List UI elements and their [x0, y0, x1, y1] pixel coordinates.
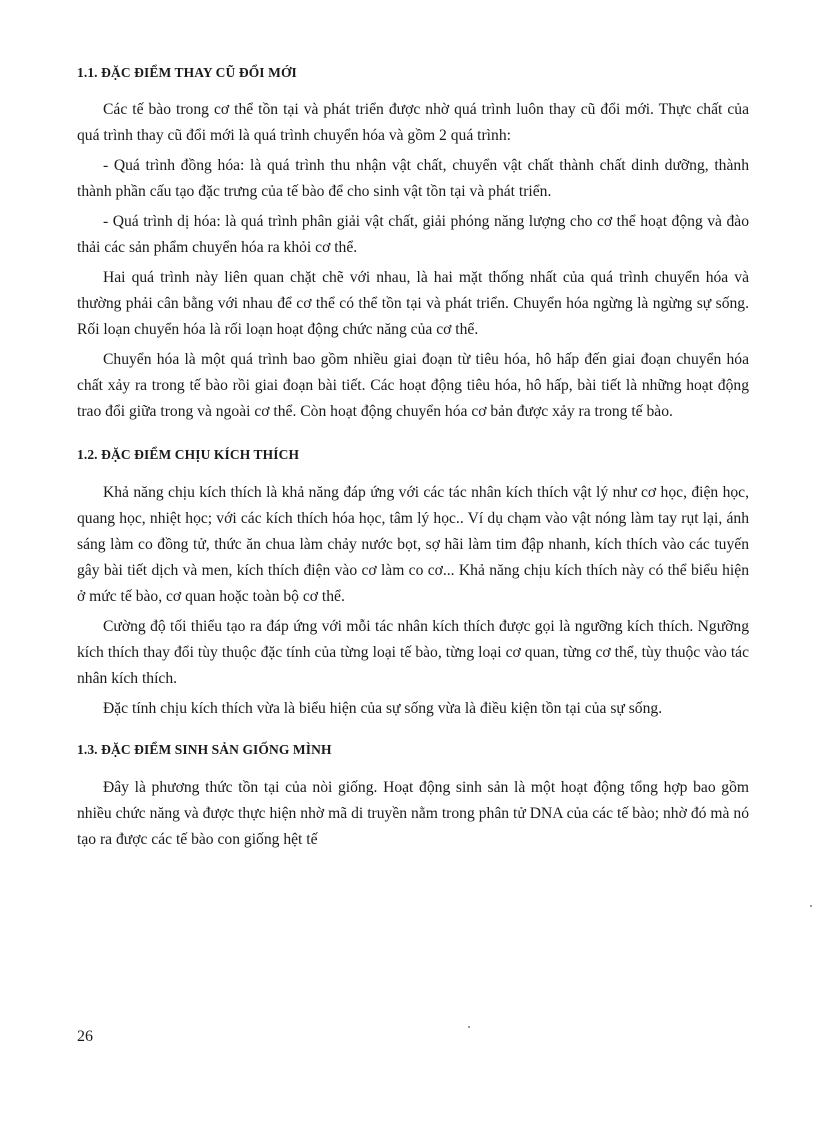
- paragraph: Đặc tính chịu kích thích vừa là biểu hiện của sự sống vừa là điều kiện tồn tại của sự sống.: [103, 700, 663, 717]
- paragraph: Các tế bào trong cơ thể tồn tại và phát triển được nhờ quá trình luôn thay cũ đổi mới. Thực chất của quá trình thay cũ đổi mới là quá trình chuyển hóa và gồm 2 quá trình:: [77, 101, 749, 144]
- section-heading-1-3: 1.3. ĐẶC ĐIỂM SINH SẢN GIỐNG MÌNH: [77, 742, 332, 757]
- scan-speck: [810, 905, 812, 907]
- paragraph: Đây là phương thức tồn tại của nòi giống. Hoạt động sinh sản là một hoạt động tổng hợp bao gồm nhiều chức năng và được thực hiện nhờ mã di truyền nằm trong phân tử DNA của các tế bào; nhờ đó mà nó tạo ra được các tế bào con giống hệt tế: [77, 779, 749, 848]
- section-heading-1-2: 1.2. ĐẶC ĐIỂM CHỊU KÍCH THÍCH: [77, 447, 300, 462]
- paragraph: Cường độ tối thiểu tạo ra đáp ứng với mỗi tác nhân kích thích được gọi là ngưỡng kích thích. Ngưỡng kích thích thay đổi tùy thuộc đặc tính của từng loại tế bào, từng loại cơ quan, từng cơ thể, tùy thuộc vào tác nhân kích thích.: [77, 618, 749, 687]
- paragraph: Khả năng chịu kích thích là khả năng đáp ứng với các tác nhân kích thích vật lý như cơ học, điện học, quang học, nhiệt học; với các kích thích hóa học, tâm lý học.. Ví dụ chạm vào vật nóng làm tay rụt lại, ánh sáng làm co đồng tử, thức ăn chua làm chảy nước bọt, sợ hãi làm tim đập nhanh, kích thích vào các tuyến gây bài tiết dịch và men, kích thích điện vào cơ làm co cơ... Khả năng chịu kích thích này có thể biểu hiện ở mức tế bào, cơ quan hoặc toàn bộ cơ thể.: [77, 484, 749, 605]
- scan-speck: [468, 1026, 470, 1028]
- page-number: 26: [77, 1028, 93, 1045]
- page-content: [77, 58, 749, 857]
- paragraph: Hai quá trình này liên quan chặt chẽ với nhau, là hai mặt thống nhất của quá trình chuyển hóa và thường phải cân bằng với nhau để cơ thể có thể tồn tại và phát triển. Chuyển hóa ngừng là ngừng sự sống. Rối loạn chuyển hóa là rối loạn hoạt động chức năng của cơ thể.: [77, 269, 749, 338]
- paragraph: Chuyển hóa là một quá trình bao gồm nhiều giai đoạn từ tiêu hóa, hô hấp đến giai đoạn chuyển hóa chất xảy ra trong tế bào rồi giai đoạn bài tiết. Các hoạt động tiêu hóa, hô hấp, bài tiết là những hoạt động trao đổi giữa trong và ngoài cơ thể. Còn hoạt động chuyển hóa cơ bản được xảy ra trong tế bào.: [77, 351, 749, 420]
- paragraph-anabolism: - Quá trình đồng hóa: là quá trình thu nhận vật chất, chuyển vật chất thành chất dinh dưỡng, thành thành phần cấu tạo đặc trưng của tế bào để cho sinh vật tồn tại và phát triển.: [77, 157, 749, 200]
- paragraph-catabolism: - Quá trình dị hóa: là quá trình phân giải vật chất, giải phóng năng lượng cho cơ thể hoạt động và đào thải các sản phẩm chuyển hóa ra khỏi cơ thể.: [77, 213, 749, 256]
- section-heading-1-1: 1.1. ĐẶC ĐIỂM THAY CŨ ĐỔI MỚI: [77, 65, 297, 80]
